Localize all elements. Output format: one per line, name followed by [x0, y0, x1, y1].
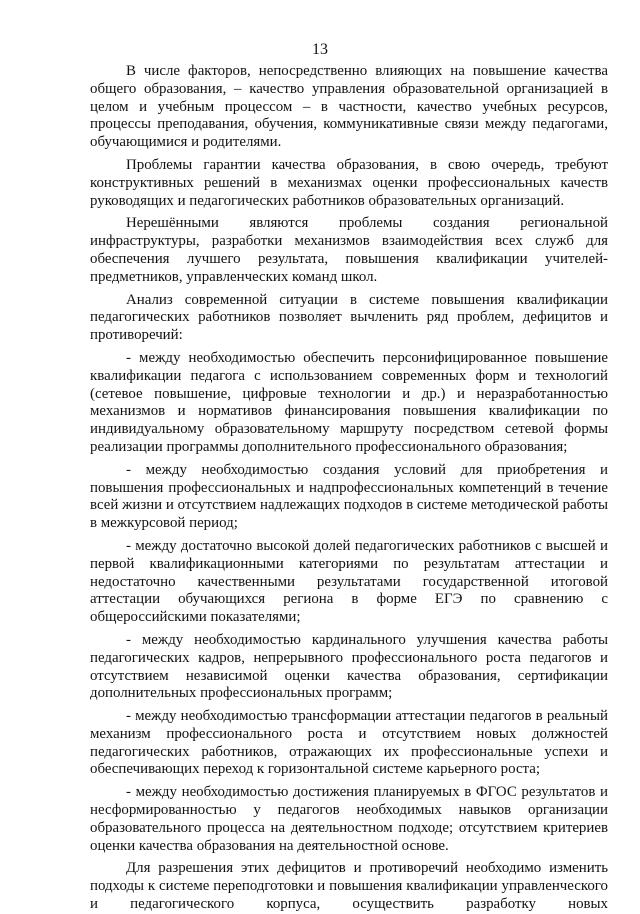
paragraph-analysis-intro: Анализ современной ситуации в системе повышения квалификации педагогических работников позволяет вычленить ряд проблем, дефицитов и противоречий: — [90, 291, 608, 344]
list-item-quality-improvement: - между необходимостью кардинального улучшения качества работы педагогических кадров, непрерывного профессионального роста педагогов и отсутствием независимой оценки качества образования, сертификации дополнительных профессиональных программ; — [90, 631, 608, 702]
paragraph-unsolved-problems: Нерешёнными являются проблемы создания региональной инфраструктуры, разработки механизмов взаимодействия всех служб для обеспечения лучшего результата, повышения квалификации учителей-предметников, управленческих команд школ. — [90, 215, 608, 285]
paragraph-quality-guarantee: Проблемы гарантии качества образования, в свою очередь, требуют конструктивных решений в механизмах оценки профессиональных качеств руководящих и педагогических работников образовательных организаций. — [90, 156, 608, 209]
list-item-attestation-transformation: - между необходимостью трансформации аттестации педагогов в реальный механизм профессионального роста и отсутствием новых должностей педагогических работников, отражающих их профессиональные успехи и обеспечивающих переход к горизонтальной системе карьерного роста; — [90, 708, 608, 778]
paragraph-factors: В числе факторов, непосредственно влияющих на повышение качества общего образования, – качество управления образовательной организацией в целом и учебным процессом – в частности, качество учебных ресурсов, процессы преподавания, обучения, коммуникативные связи между педагогами, обучающимися и родителями. — [90, 63, 608, 151]
paragraph-resolution: Для разрешения этих дефицитов и противоречий необходимо изменить подходы к системе переподготовки и повышения квалификации управленческого и педагогического корпуса, осуществить разработку новых — [90, 860, 608, 913]
list-item-qualification-categories: - между достаточно высокой долей педагогических работников с высшей и первой квалификационными категориями по результатам аттестации и недостаточно качественными результатами государственной итоговой аттестации обучающихся региона в форме ЕГЭ по сравнению с общероссийскими показателями; — [90, 537, 608, 626]
list-item-fgos-results: - между необходимостью достижения планируемых в ФГОС результатов и несформированностью у педагогов необходимых навыков организации образовательного процесса на деятельностном подходе; отсутствием критериев оценки качества образования на деятельностной основе. — [90, 784, 608, 854]
page-number: 13 — [312, 41, 328, 58]
list-item-lifelong-competences: - между необходимостью создания условий для приобретения и повышения профессиональных и надпрофессиональных компетенций в течение всей жизни и отсутствием надлежащих подходов в системе методической работы в межкурсовой период; — [90, 461, 608, 532]
body-text — [90, 63, 608, 914]
list-item-personalized-training: - между необходимостью обеспечить персонифицированное повышение квалификации педагога с использованием современных форм и технологий (сетевое повышение, цифровые технологии и др.) и неразработанностью механизмов и нормативов финансирования повышения квалификации по индивидуальному образовательному маршруту посредством сетевой формы реализации программы дополнительного профессионального образования; — [90, 349, 608, 455]
